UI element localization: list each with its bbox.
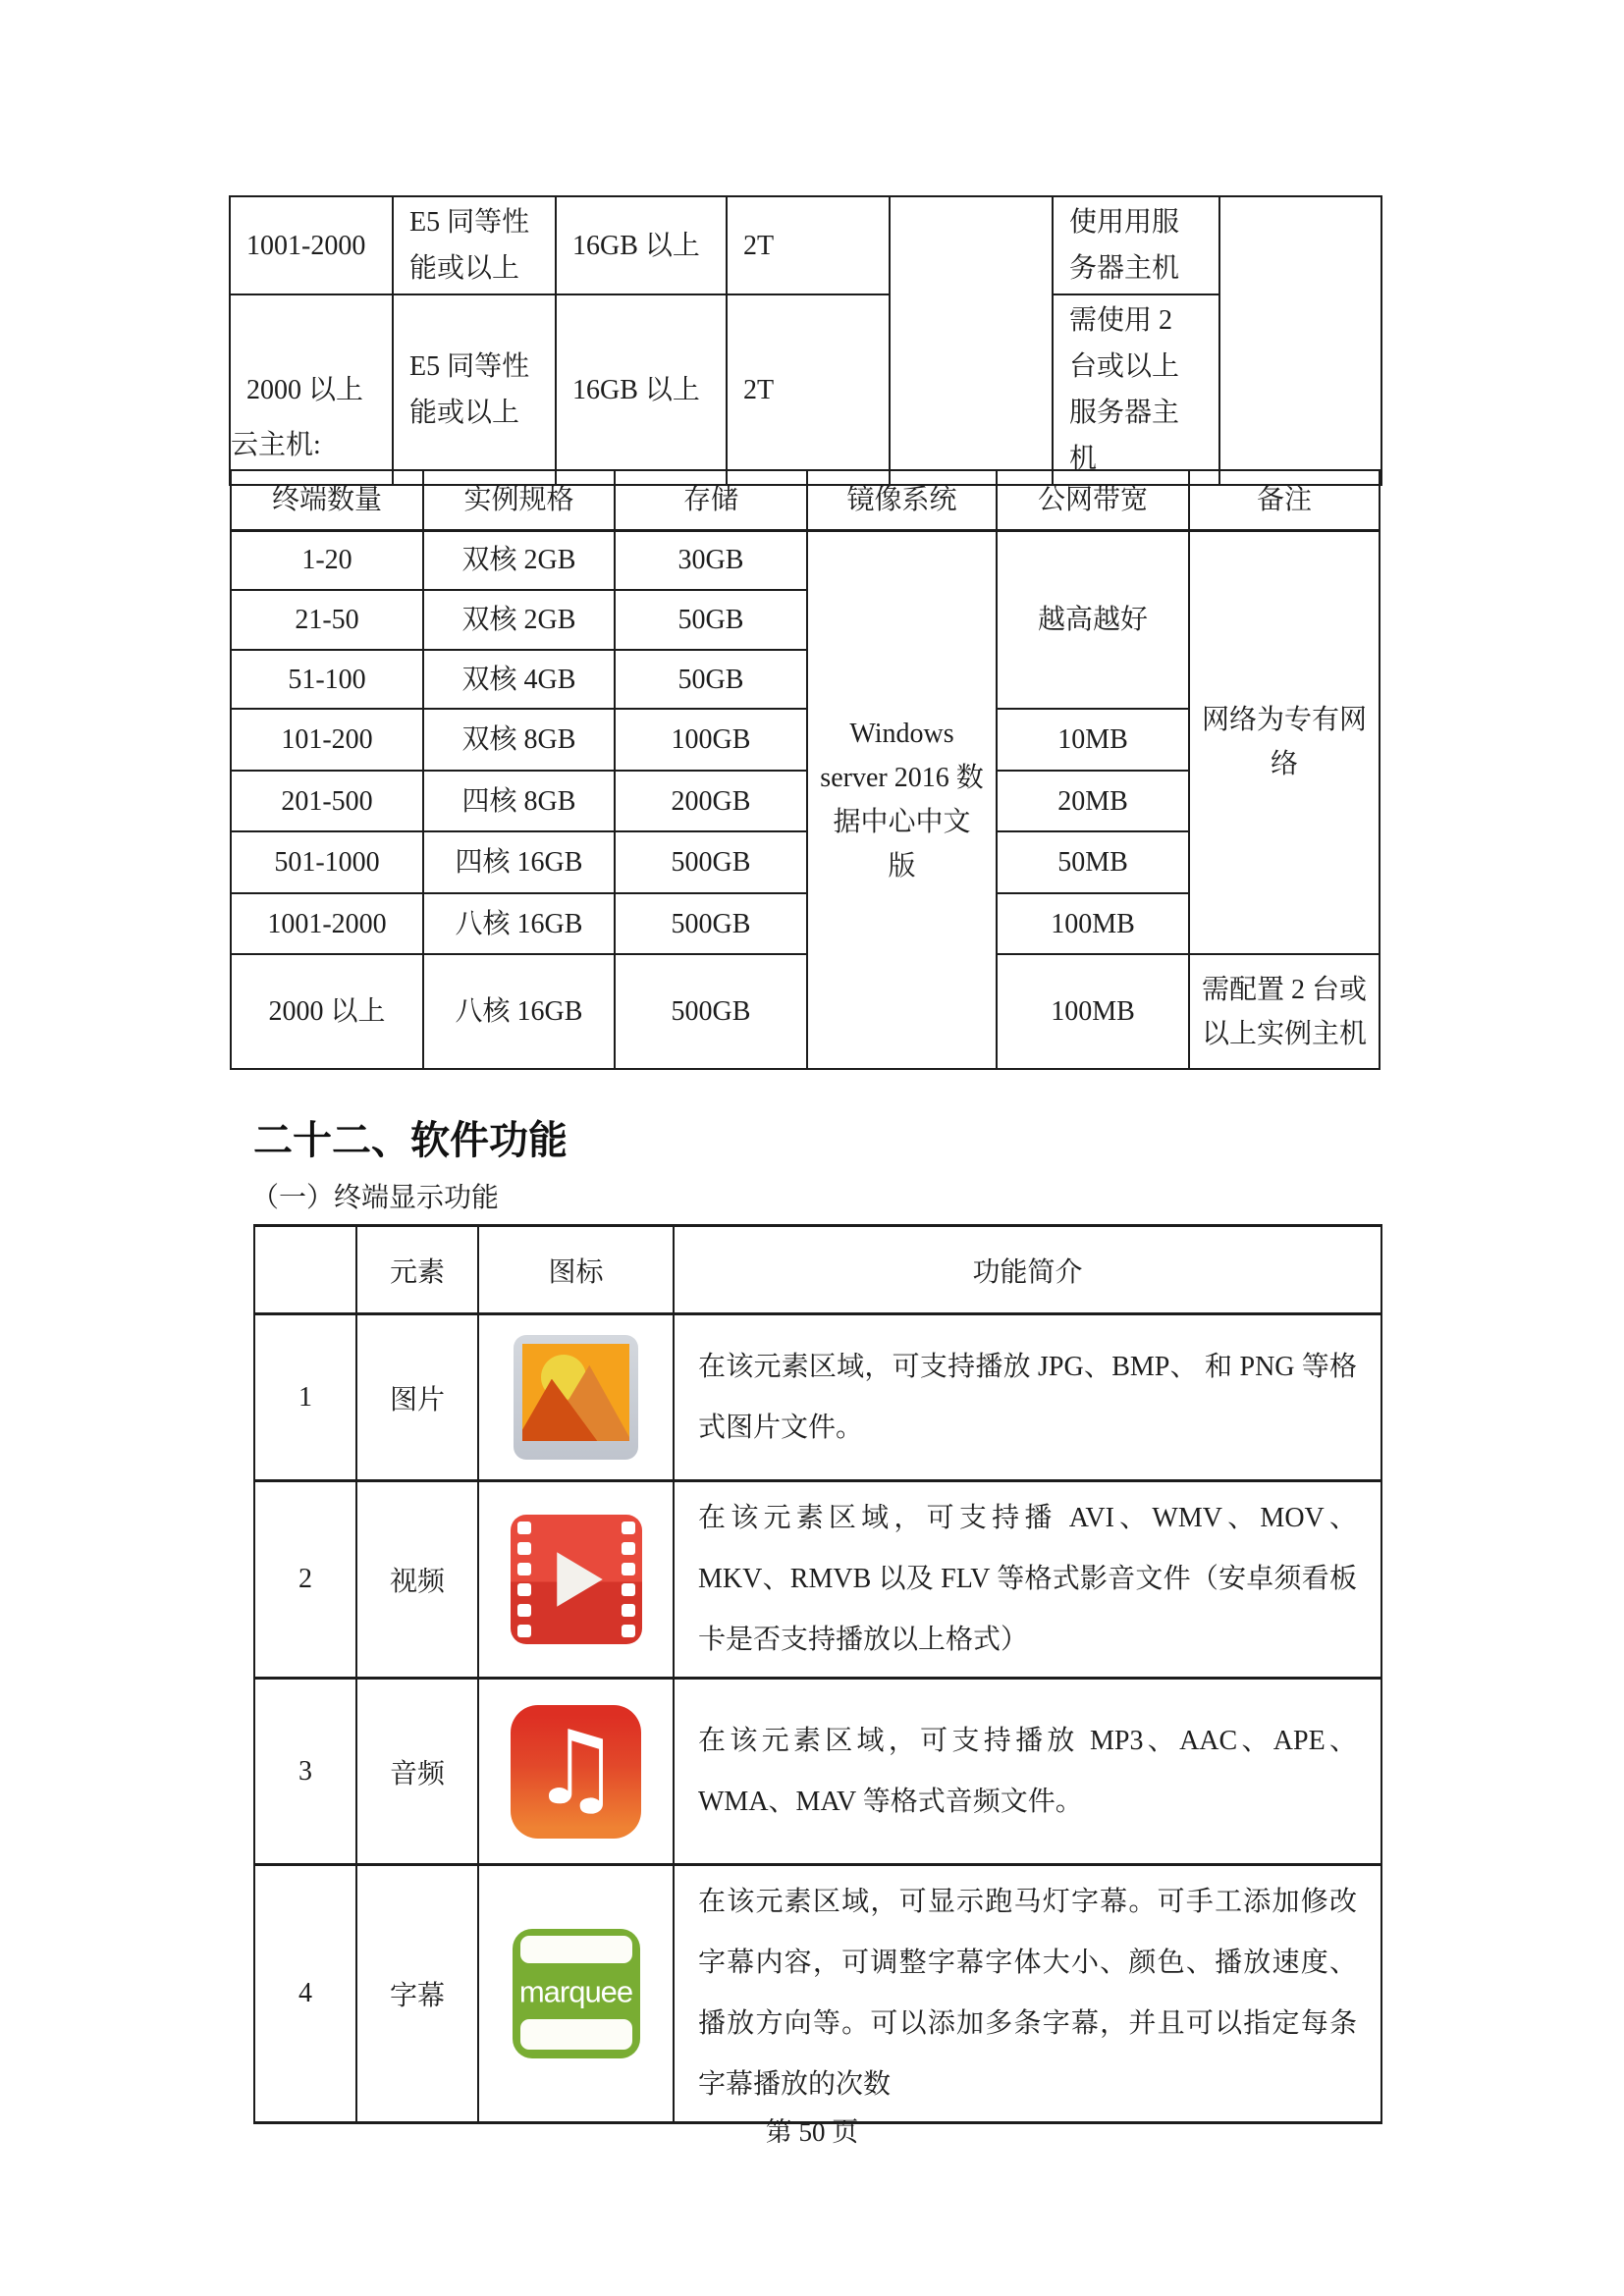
page-number: 第 50 页 bbox=[765, 2117, 859, 2147]
server-spec-table bbox=[229, 195, 1382, 486]
cell-description: 在该元素区域，可支持播 AVI、WMV、MOV、MKV、RMVB 以及 FLV 等格式影音文件（安卓须看板卡是否支持播放以上格式） bbox=[674, 1481, 1381, 1679]
picture-icon bbox=[514, 1335, 638, 1460]
cell-cpu: E5 同等性能或以上 bbox=[393, 294, 556, 485]
cell-terminals: 1001-2000 bbox=[230, 196, 393, 294]
cell-storage: 200GB bbox=[615, 771, 807, 831]
table-header-row bbox=[231, 470, 1380, 530]
table-header-row bbox=[254, 1226, 1381, 1314]
column-header bbox=[254, 1226, 356, 1314]
cell-note: 需配置 2 台或以上实例主机 bbox=[1189, 954, 1380, 1069]
cell-empty bbox=[1219, 196, 1381, 485]
cell-icon bbox=[478, 1481, 674, 1679]
cell-terminals: 51-100 bbox=[231, 650, 423, 709]
film-sprocket-holes bbox=[517, 1522, 531, 1637]
cell-terminals: 1001-2000 bbox=[231, 893, 423, 954]
cell-disk: 2T bbox=[727, 196, 890, 294]
cell-note: 使用用服务器主机 bbox=[1053, 196, 1219, 294]
table-row bbox=[230, 196, 1381, 294]
cell-bandwidth: 50MB bbox=[997, 831, 1189, 893]
cloud-host-table bbox=[230, 469, 1380, 1070]
cell-icon bbox=[478, 1865, 674, 2123]
cell-terminals: 2000 以上 bbox=[231, 954, 423, 1069]
cell-storage: 50GB bbox=[615, 650, 807, 709]
marquee-icon bbox=[513, 1929, 640, 2058]
video-icon bbox=[511, 1515, 642, 1644]
cell-storage: 500GB bbox=[615, 831, 807, 893]
column-header: 功能简介 bbox=[674, 1226, 1381, 1314]
table-row bbox=[231, 530, 1380, 590]
cell-note-merged: 网络为专有网络 bbox=[1189, 530, 1380, 954]
section-subtitle: （一）终端显示功能 bbox=[251, 1183, 500, 1213]
cell-spec: 四核 8GB bbox=[423, 771, 615, 831]
feature-table bbox=[253, 1224, 1382, 2124]
column-header: 镜像系统 bbox=[807, 470, 997, 530]
cell-bandwidth-merged: 越高越好 bbox=[997, 530, 1189, 709]
table-row bbox=[230, 294, 1381, 485]
marquee-icon-label: marquee bbox=[518, 1974, 633, 2009]
cell-empty bbox=[890, 196, 1053, 485]
cell-element: 音频 bbox=[356, 1679, 478, 1865]
music-note-icon: ♫ bbox=[529, 1707, 623, 1828]
cell-spec: 双核 2GB bbox=[423, 530, 615, 590]
cell-description: 在该元素区域，可显示跑马灯字幕。可手工添加修改字幕内容，可调整字幕字体大小、颜色、播放速度、播放方向等。可以添加多条字幕，并且可以指定每条字幕播放的次数 bbox=[674, 1865, 1381, 2123]
cell-bandwidth: 100MB bbox=[997, 893, 1189, 954]
section-title: 二十二、软件功能 bbox=[253, 1119, 568, 1162]
cell-element: 图片 bbox=[356, 1314, 478, 1481]
table-row bbox=[254, 1865, 1381, 2123]
table-row bbox=[231, 954, 1380, 1069]
table-row bbox=[254, 1314, 1381, 1481]
cell-cpu: E5 同等性能或以上 bbox=[393, 196, 556, 294]
cell-description: 在该元素区域，可支持播放 MP3、AAC、APE、WMA、MAV 等格式音频文件。 bbox=[674, 1679, 1381, 1865]
column-header: 终端数量 bbox=[231, 470, 423, 530]
cell-storage: 30GB bbox=[615, 530, 807, 590]
cell-spec: 双核 4GB bbox=[423, 650, 615, 709]
cell-ram: 16GB 以上 bbox=[556, 294, 727, 485]
column-header: 公网带宽 bbox=[997, 470, 1189, 530]
cell-storage: 100GB bbox=[615, 709, 807, 771]
cell-bandwidth: 10MB bbox=[997, 709, 1189, 771]
cell-note: 需使用 2 台或以上服务器主机 bbox=[1053, 294, 1219, 485]
cell-spec: 双核 8GB bbox=[423, 709, 615, 771]
film-sprocket-holes bbox=[622, 1522, 635, 1637]
column-header: 存储 bbox=[615, 470, 807, 530]
cell-description: 在该元素区域，可支持播放 JPG、BMP、 和 PNG 等格式图片文件。 bbox=[674, 1314, 1381, 1481]
cell-terminals: 21-50 bbox=[231, 590, 423, 650]
audio-icon bbox=[511, 1705, 641, 1839]
cell-terminals: 501-1000 bbox=[231, 831, 423, 893]
cell-spec: 八核 16GB bbox=[423, 893, 615, 954]
cell-number: 1 bbox=[254, 1314, 356, 1481]
cell-element: 字幕 bbox=[356, 1865, 478, 2123]
cell-spec: 八核 16GB bbox=[423, 954, 615, 1069]
column-header: 实例规格 bbox=[423, 470, 615, 530]
marquee-band bbox=[520, 2019, 632, 2050]
cell-number: 4 bbox=[254, 1865, 356, 2123]
cell-mirror-system: Windows server 2016 数据中心中文版 bbox=[807, 530, 997, 1069]
cell-spec: 四核 16GB bbox=[423, 831, 615, 893]
table-row bbox=[254, 1481, 1381, 1679]
column-header: 备注 bbox=[1189, 470, 1380, 530]
cell-ram: 16GB 以上 bbox=[556, 196, 727, 294]
cell-bandwidth: 100MB bbox=[997, 954, 1189, 1069]
cell-storage: 500GB bbox=[615, 893, 807, 954]
cloud-host-label: 云主机: bbox=[231, 430, 321, 460]
cell-terminals: 201-500 bbox=[231, 771, 423, 831]
cell-storage: 50GB bbox=[615, 590, 807, 650]
cell-storage: 500GB bbox=[615, 954, 807, 1069]
marquee-band bbox=[520, 1936, 632, 1963]
table-row bbox=[254, 1679, 1381, 1865]
column-header: 元素 bbox=[356, 1226, 478, 1314]
cell-icon bbox=[478, 1679, 674, 1865]
photo-area bbox=[522, 1344, 629, 1441]
cell-element: 视频 bbox=[356, 1481, 478, 1679]
cell-bandwidth: 20MB bbox=[997, 771, 1189, 831]
cell-disk: 2T bbox=[727, 294, 890, 485]
cell-spec: 双核 2GB bbox=[423, 590, 615, 650]
cell-number: 2 bbox=[254, 1481, 356, 1679]
cell-icon bbox=[478, 1314, 674, 1481]
cell-number: 3 bbox=[254, 1679, 356, 1865]
cell-terminals: 1-20 bbox=[231, 530, 423, 590]
cell-terminals: 2000 以上 bbox=[230, 294, 393, 485]
play-icon bbox=[557, 1552, 603, 1607]
cell-terminals: 101-200 bbox=[231, 709, 423, 771]
column-header: 图标 bbox=[478, 1226, 674, 1314]
